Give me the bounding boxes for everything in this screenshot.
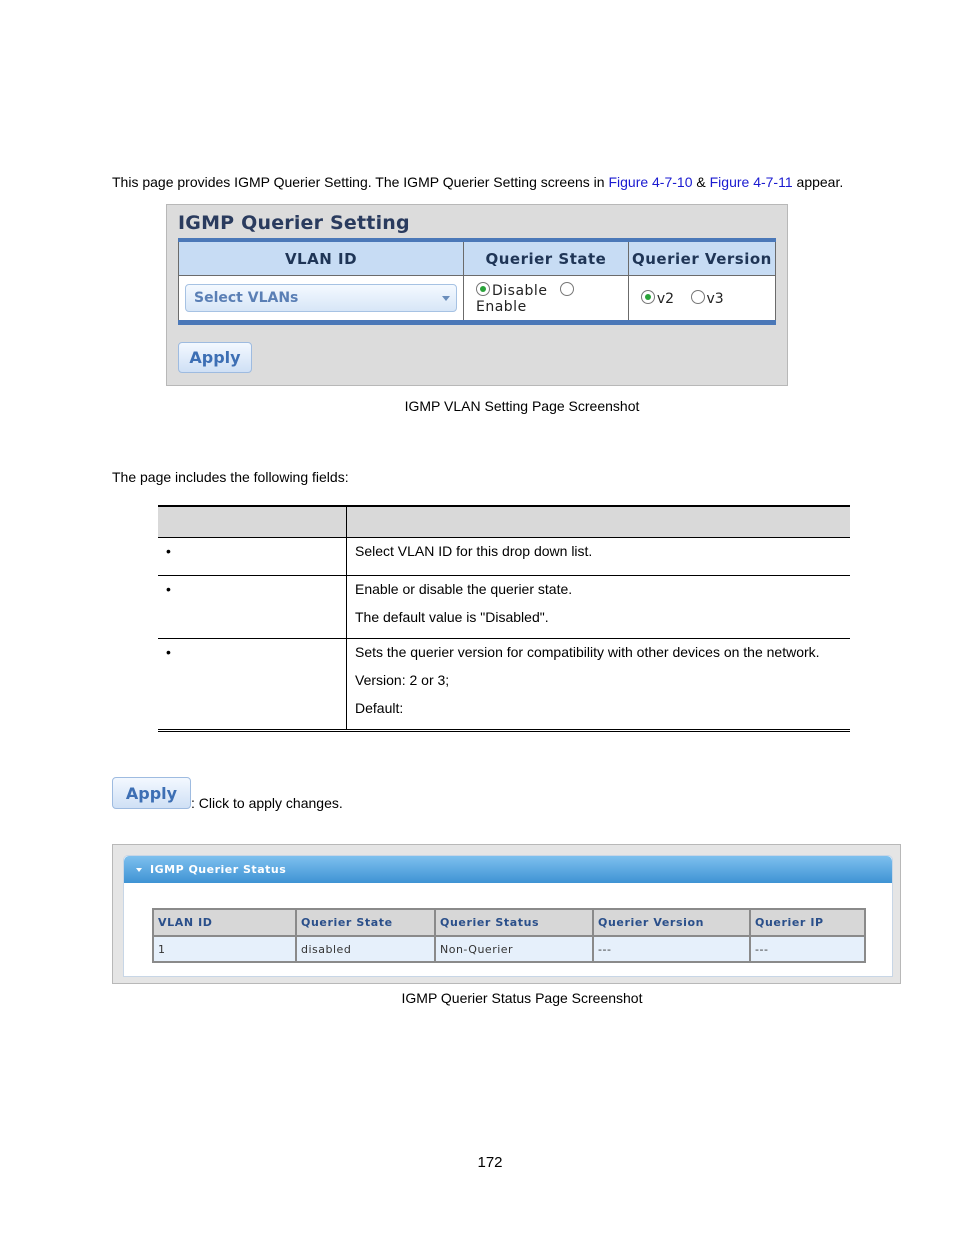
status-screenshot-caption: IGMP Querier Status Page Screenshot [401,990,643,1006]
figure-link-4-7-10[interactable]: Figure 4-7-10 [608,174,693,190]
fields-row-object: • [158,639,347,731]
chevron-down-icon [442,296,450,301]
fields-header-description [347,506,851,538]
version-v3-radio[interactable] [691,290,705,304]
vlan-select-cell [179,276,464,323]
status-panel-header[interactable] [124,856,892,883]
status-header-querier-state: Querier State [296,909,435,936]
page-number: 172 [477,1154,503,1171]
status-panel-title: IGMP Querier Status [150,863,287,876]
state-disable-label: Disable [492,282,548,299]
buttons-apply-button[interactable]: Apply [112,777,191,809]
table-row [153,936,865,962]
querier-status-table [152,908,866,963]
status-cell-querier-state: disabled [296,936,435,962]
status-cell-querier-ip: --- [750,936,865,962]
intro-text-after: appear. [792,174,844,190]
version-v3-label: v3 [706,290,724,307]
intro-text-before: This page provides IGMP Querier Setting. The IGMP Querier Setting screens in [112,174,609,190]
intro-amp: & [692,174,710,190]
fields-table [158,505,850,732]
igmp-querier-setting-screenshot [166,204,788,386]
status-panel [123,855,893,977]
version-v2-label: v2 [656,290,675,307]
igmp-querier-status-screenshot [112,844,901,984]
querier-setting-table [178,238,776,325]
fields-row-description: Enable or disable the querier state. The default value is "Disabled". [347,576,851,639]
apply-description: : Click to apply changes. [191,795,343,811]
status-cell-querier-status: Non-Querier [435,936,593,962]
status-header-querier-version: Querier Version [593,909,750,936]
status-header-vlan-id: VLAN ID [153,909,296,936]
vlan-select-label: Select VLANs [194,290,299,306]
state-disable-radio[interactable] [476,282,490,296]
figure-link-4-7-11[interactable]: Figure 4-7-11 [709,174,793,190]
vlan-select-dropdown[interactable] [185,284,457,312]
collapse-triangle-icon [136,868,142,872]
setting-screenshot-caption: IGMP VLAN Setting Page Screenshot [404,398,640,414]
fields-row-object: • [158,576,347,639]
intro-paragraph [112,174,872,190]
fields-row-description: Sets the querier version for compatibility with other devices on the network. Version: 2 or 3; Default: [347,639,851,731]
querier-state-cell [464,276,629,323]
state-enable-radio[interactable] [560,282,574,296]
setting-panel-title: IGMP Querier Setting [178,212,410,234]
header-querier-version: Querier Version [628,240,775,276]
fields-header-object [158,506,347,538]
fields-row-description: Select VLAN ID for this drop down list. [347,538,851,576]
state-enable-label: Enable [476,298,527,315]
header-vlan-id: VLAN ID [179,240,464,276]
querier-version-cell [628,276,775,323]
status-header-querier-status: Querier Status [435,909,593,936]
status-cell-vlan-id: 1 [153,936,296,962]
header-querier-state: Querier State [464,240,629,276]
setting-apply-button[interactable]: Apply [178,342,252,373]
version-v2-radio[interactable] [641,290,655,304]
status-header-querier-ip: Querier IP [750,909,865,936]
fields-row-object: • [158,538,347,576]
status-cell-querier-version: --- [593,936,750,962]
fields-intro: The page includes the following fields: [112,469,349,485]
